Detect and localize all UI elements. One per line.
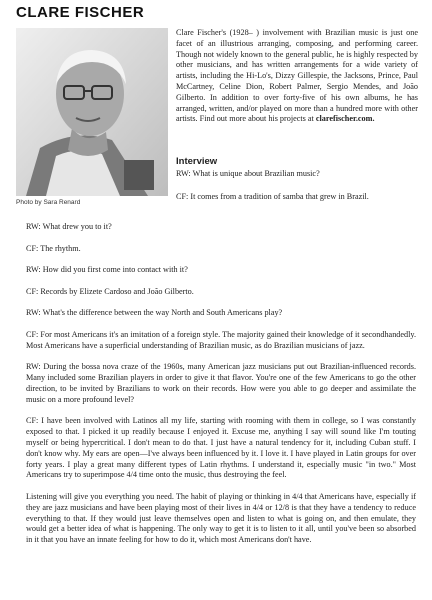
interview-body: [26, 222, 416, 557]
paragraph: RW: How did you first come into contact with it?: [26, 265, 188, 275]
paragraph: CF: I have been involved with Latinos all my life, starting with rooming with them in college, so I was constantly exposed to that. I picked it up readily because I enjoyed it. Excuse me, anything I say will sound like I'm touting myself or being hypercritical. I don't mean to do that. I just have a natural tendency for it, including Cuban stuff. I don't know why. My ears are open—I've always been influenced by it. I love it. I have played in Latin groups for over forty years. I play a great many different types of Latin rhythms. I understand it, especially music "in two." Most Americans try to superimpose 4/4 time onto the music, thus destroying the feel.: [26, 416, 416, 480]
intro-paragraph: [176, 28, 418, 125]
page-title: CLARE FISCHER: [16, 4, 145, 21]
interview-top: [176, 169, 418, 215]
paragraph: CF: For most Americans it's an imitation of a foreign style. The majority gained their knowledge of it secondhandedly. Most Americans have a superficial understanding of Brazilian music, as do Brazilian musicians of jazz.: [26, 329, 416, 350]
paragraph: RW: What's the difference between the way North and South Americans play?: [26, 308, 283, 318]
paragraph: RW: What drew you to it?: [26, 222, 112, 231]
paragraph: RW: During the bossa nova craze of the 1960s, many American jazz musicians put out Brazilian-influenced records. Many included some Brazilian players in order to give it that flavor. You're one of the few Americans to go the other direction, to be invited by Brazilians to work on their records. How were you able to go deeper and assimilate the music on a more profound level?: [26, 362, 416, 404]
answer-line: CF: It comes from a tradition of samba that grew in Brazil.: [176, 191, 369, 201]
interview-heading: Interview: [176, 156, 218, 167]
paragraph: CF: Records by Elizete Cardoso and João Gilberto.: [26, 286, 194, 296]
portrait-photo: [16, 28, 168, 196]
intro-text: Clare Fischer's (1928– ) involvement with Brazilian music is just one facet of an illustrious arranging, composing, and performing career. Though not widely known to the general public, he is highly respected by other musicians, and has written arrangements for a wide variety of artists, including the Hi-Lo's, Dizzy Gillespie, the Jacksons, Prince, Paul McCartney, Celine Dion, Robert Palmer, Sergio Mendes, and João Gilberto. In addition to over forty-five of his own albums, he has arranged, written, and/or played on more than a hundred more with other artists. Find out more about his projects at: [176, 28, 418, 124]
paragraph: CF: The rhythm.: [26, 243, 81, 253]
photo-credit: Photo by Sara Renard: [16, 199, 81, 206]
paragraph: Listening will give you everything you need. The habit of playing or thinking in 4/4 that Americans have, especially if they are jazz musicians and have been playing most of their lives in 4/4 or 12/8 is that they have a tendency to reduce everything to that. If they would just leave themselves open and listen to what is going on, and then emulate, they would get a better idea of what is happening. The only way to get it is to listen to it all, until you've been so absorbed in it that you have an innate feeling for how to do it, which most Americans don't have.: [26, 491, 416, 545]
question-line: RW: What is unique about Brazilian music?: [176, 169, 320, 178]
website-link: clarefischer.com.: [315, 114, 375, 124]
